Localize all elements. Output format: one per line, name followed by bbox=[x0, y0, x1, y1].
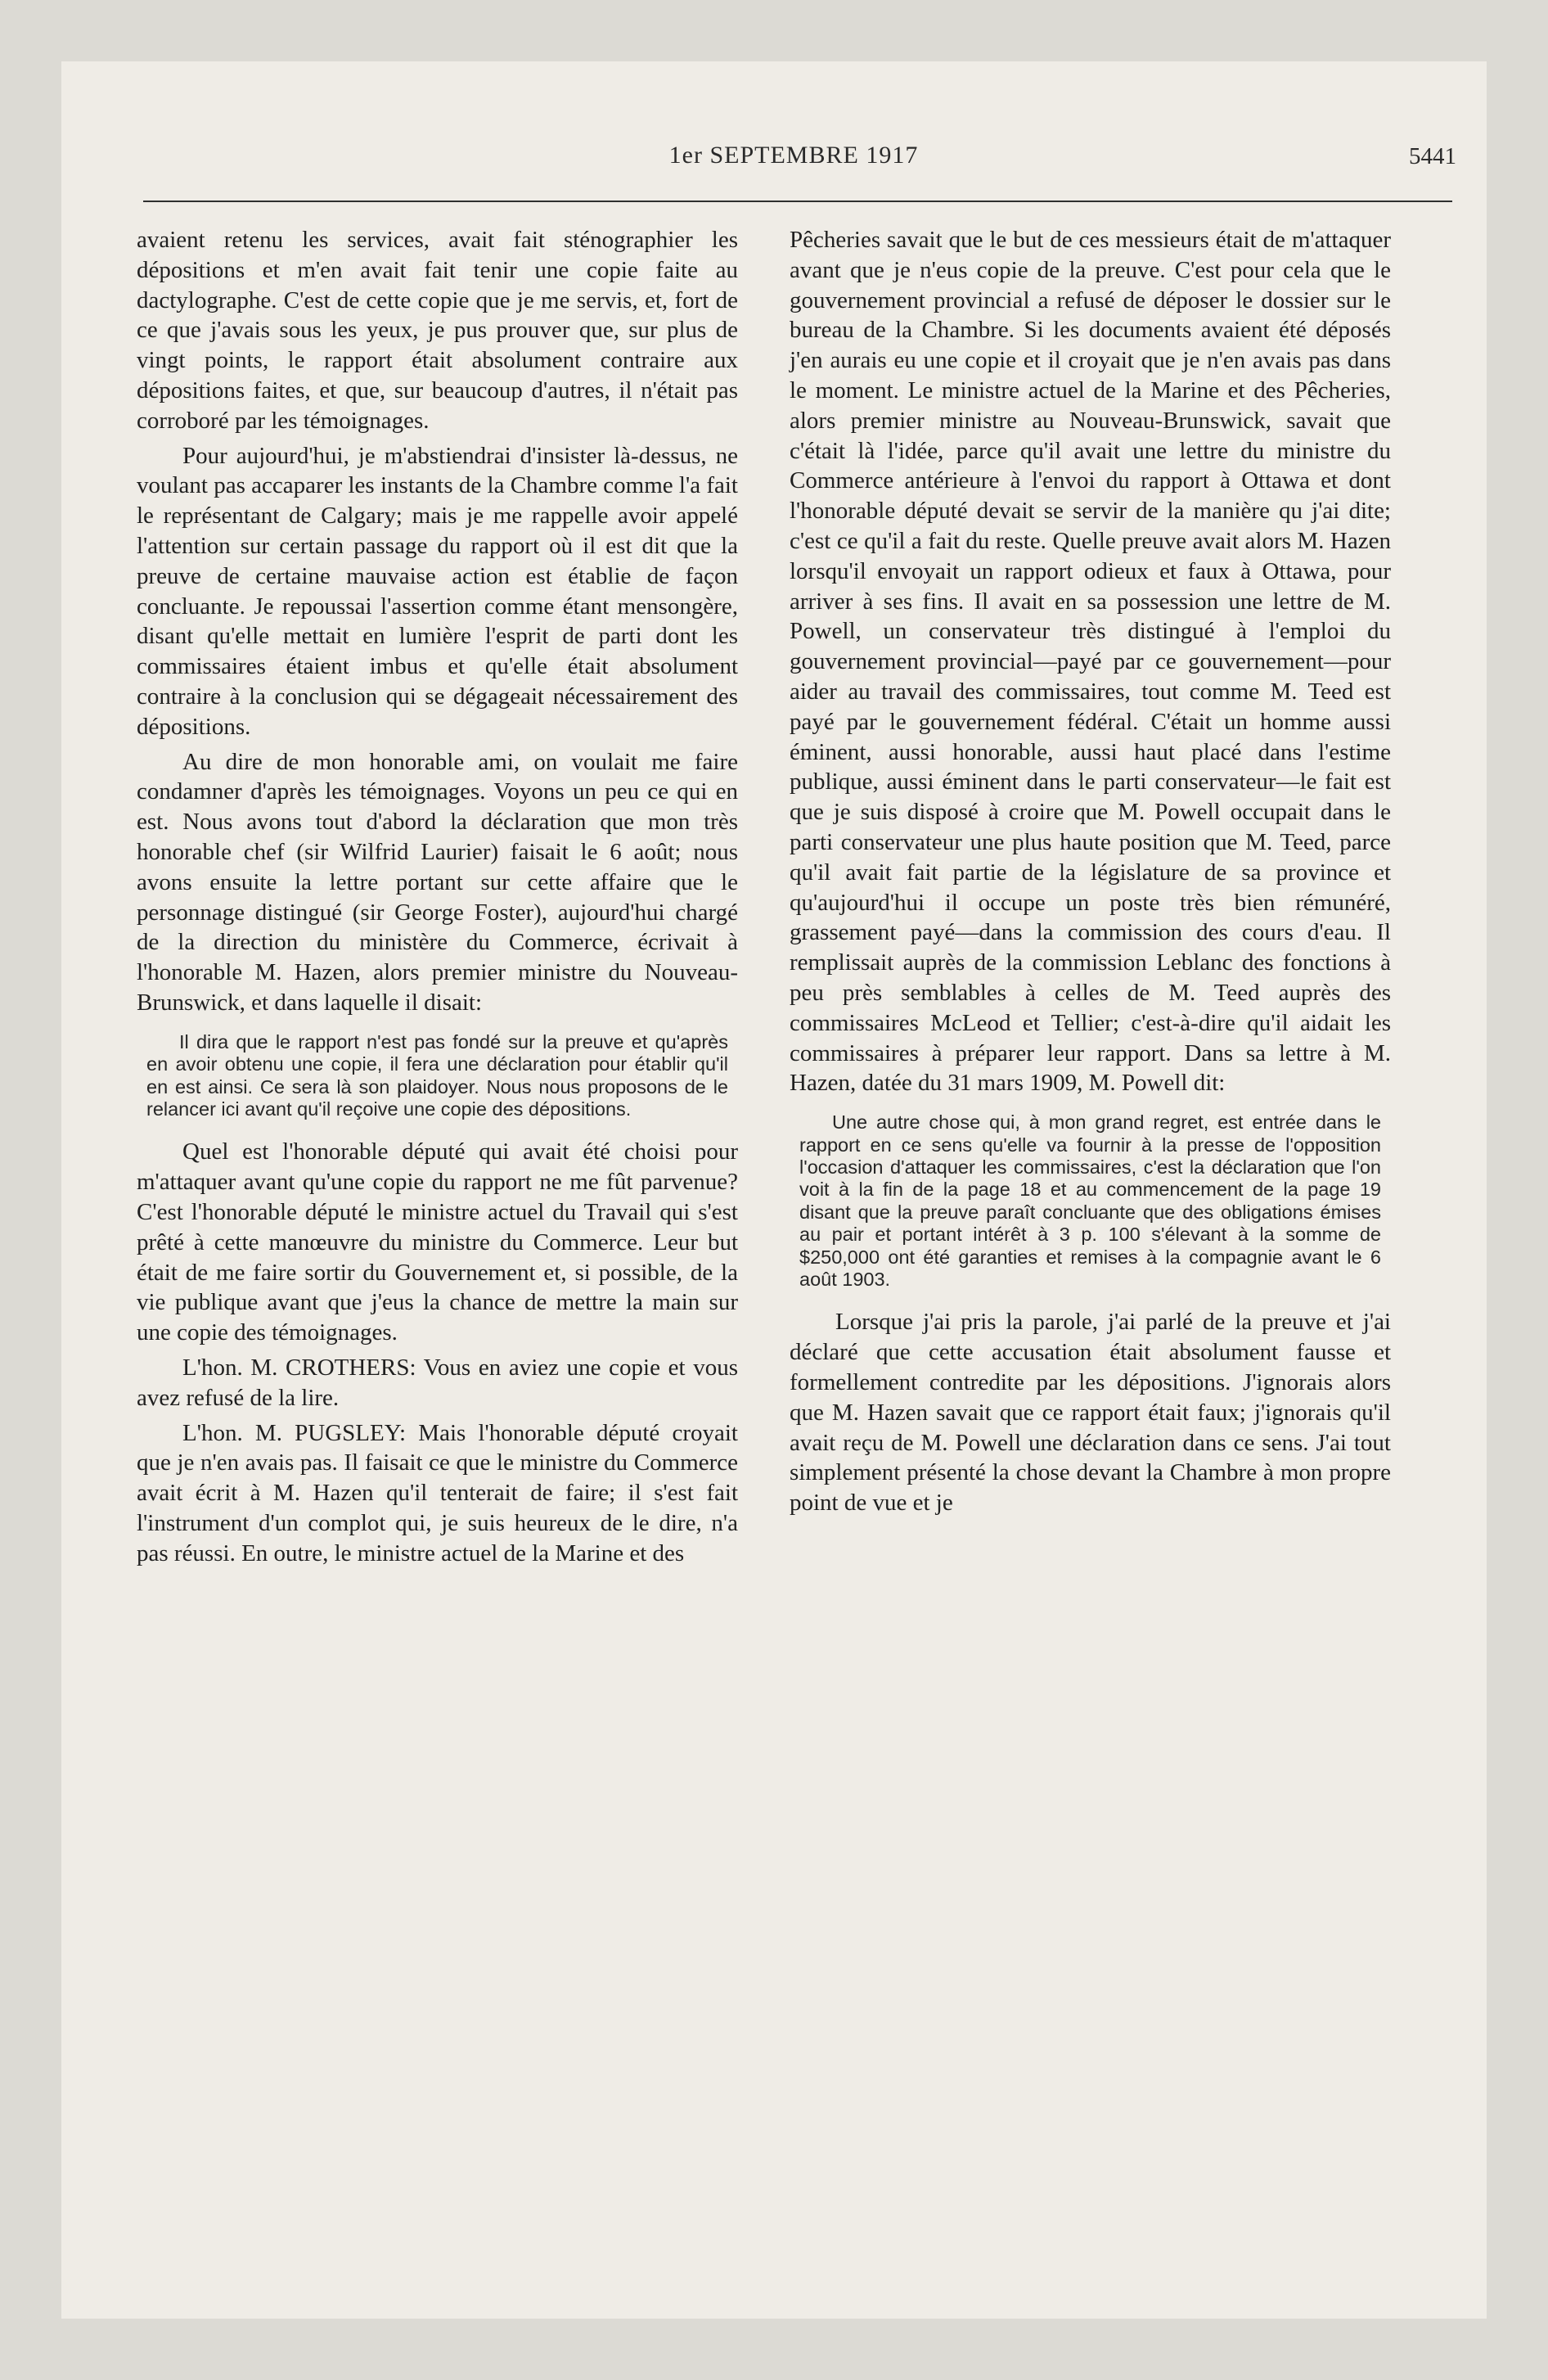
left-paragraph-6: L'hon. M. PUGSLEY: Mais l'honorable député croyait que je n'en avais pas. Il faisait ce que le ministre du Commerce avait écrit à M. Hazen qu'il tenterait de faire; il s'est fait l'instrument d'un complot qui, je suis heureux de le dire, n'a pas réussi. En outre, le ministre actuel de la Marine et des bbox=[137, 1419, 738, 1566]
left-paragraph-3: Au dire de mon honorable ami, on voulait me faire condamner d'après les témoignages. Voyons un peu ce qui en est. Nous avons tout d'abord la déclaration que mon très honorable chef (sir Wilfrid Laurier) faisait le 6 août; nous avons ensuite la lettre portant sur cette affaire que le personnage distingué (sir George Foster), aujourd'hui chargé de la direction du ministère du Commerce, écrivait à l'honorable M. Hazen, alors premier ministre du Nouveau-Brunswick, et dans laquelle il disait: bbox=[137, 748, 738, 1016]
header-rule bbox=[143, 201, 1452, 202]
left-paragraph-1: avaient retenu les services, avait fait sténographier les dépositions et m'en avait fait tenir une copie faite au dactylographe. C'est de cette copie que je me servis, et, fort de ce que j'avais sous les yeux, je pus prouver que, sur plus de vingt points, le rapport était absolument contraire aux dépositions faites, et que, sur beaucoup d'autres, il n'était pas corroboré par les témoignages. bbox=[137, 227, 738, 434]
header-date: 1er SEPTEMBRE 1917 bbox=[668, 142, 919, 169]
right-paragraph-2: Lorsque j'ai pris la parole, j'ai parlé de la preuve et j'ai déclaré que cette accusation était absolument fausse et formellement contredite par les dépositions. J'ignorais alors que M. Hazen savait que ce rapport était faux; j'ignorais qu'il avait reçu de M. Powell une déclaration dans ce sens. J'ai tout simplement présenté la chose devant la Chambre à mon propre point de vue et je bbox=[790, 1309, 1391, 1517]
page-number: 5441 bbox=[1409, 143, 1456, 169]
left-paragraph-4: Quel est l'honorable député qui avait été choisi pour m'attaquer avant qu'une copie du rapport ne me fût parvenue? C'est l'honorable député le ministre actuel du Travail qui s'est prêté à cette manœuvre du ministre du Commerce. Leur but était de me faire sortir du Gouvernement et, si possible, de la vie publique avant que j'eus la chance de mettre la main sur une copie des témoignages. bbox=[137, 1138, 738, 1346]
left-paragraph-5: L'hon. M. CROTHERS: Vous en aviez une copie et vous avez refusé de la lire. bbox=[137, 1354, 738, 1411]
page-header bbox=[131, 142, 1456, 191]
document-page bbox=[61, 61, 1487, 2319]
right-column bbox=[790, 225, 1391, 1523]
right-paragraph-1: Pêcheries savait que le but de ces messieurs était de m'attaquer avant que je n'eus copie de la preuve. C'est pour cela que le gouvernement provincial a refusé de déposer le dossier sur le bureau de la Chambre. Si les documents avaient été déposés j'en aurais eu une copie et il croyait que je n'en avais pas dans le moment. Le ministre actuel de la Marine et des Pêcheries, alors premier ministre au Nouveau-Brunswick, savait que c'était là l'idée, parce qu'il avait une lettre du ministre du Commerce antérieure à l'envoi du rapport à Ottawa et dont l'honorable député devait se servir de la manière qu j'ai dite; c'est ce qu'il a fait du reste. Quelle preuve avait alors M. Hazen lorsqu'il envoyait un rapport odieux et faux à Ottawa, pour arriver à ses fins. Il avait en sa possession une lettre de M. Powell, un conservateur très distingué à l'emploi du gouvernement provincial—payé par ce gouvernement—pour aider au travail des commissaires, tout comme M. Teed est payé par le gouvernement fédéral. C'était un homme aussi éminent, aussi honorable, aussi haut placé dans l'estime publique, aussi éminent dans le parti conservateur—le fait est que je suis disposé à croire que M. Powell occupait dans le parti conservateur une plus haute position que M. Teed, parce qu'il avait fait partie de la législature de sa province et qu'aujourd'hui il occupe un poste très bien rémunéré, grassement payé—dans la commission des cours d'eau. Il remplissait auprès de la commission Leblanc des fonctions à peu près semblables à celles de M. Teed auprès des commissaires McLeod et Tellier; c'est-à-dire qu'il aidait les commissaires à préparer leur rapport. Dans sa lettre à M. Hazen, datée du 31 mars 1909, M. Powell dit: bbox=[790, 227, 1391, 1097]
right-quotation: Une autre chose qui, à mon grand regret, est entrée dans le rapport en ce sens qu'elle va fournir à la presse de l'opposition l'occasion d'attaquer les commissaires, c'est la déclaration que l'on voit à la fin de la page 18 et au commencement de la page 19 disant que la preuve paraît concluante que des obligations émises au pair et portant intérêt à 3 p. 100 s'élevant à la somme de $250,000 ont été garanties et remises à la compagnie avant le 6 août 1903. bbox=[799, 1111, 1381, 1290]
left-quotation: Il dira que le rapport n'est pas fondé sur la preuve et qu'après en avoir obtenu une copie, il fera une déclaration pour établir qu'il en est ainsi. Ce sera là son plaidoyer. Nous nous proposons de le relancer ici avant qu'il reçoive une copie des dépositions. bbox=[146, 1030, 728, 1120]
left-column bbox=[137, 225, 738, 1574]
left-paragraph-2: Pour aujourd'hui, je m'abstiendrai d'insister là-dessus, ne voulant pas accaparer les instants de la Chambre comme l'a fait le représentant de Calgary; mais je me rappelle avoir appelé l'attention sur certain passage du rapport où il est dit que la preuve de certaine mauvaise action est établie de façon concluante. Je repoussai l'assertion comme étant mensongère, disant qu'elle mettait en lumière l'esprit de parti dont les commissaires étaient imbus et qu'elle était absolument contraire à la conclusion qui se dégageait nécessairement des dépositions. bbox=[137, 442, 738, 740]
